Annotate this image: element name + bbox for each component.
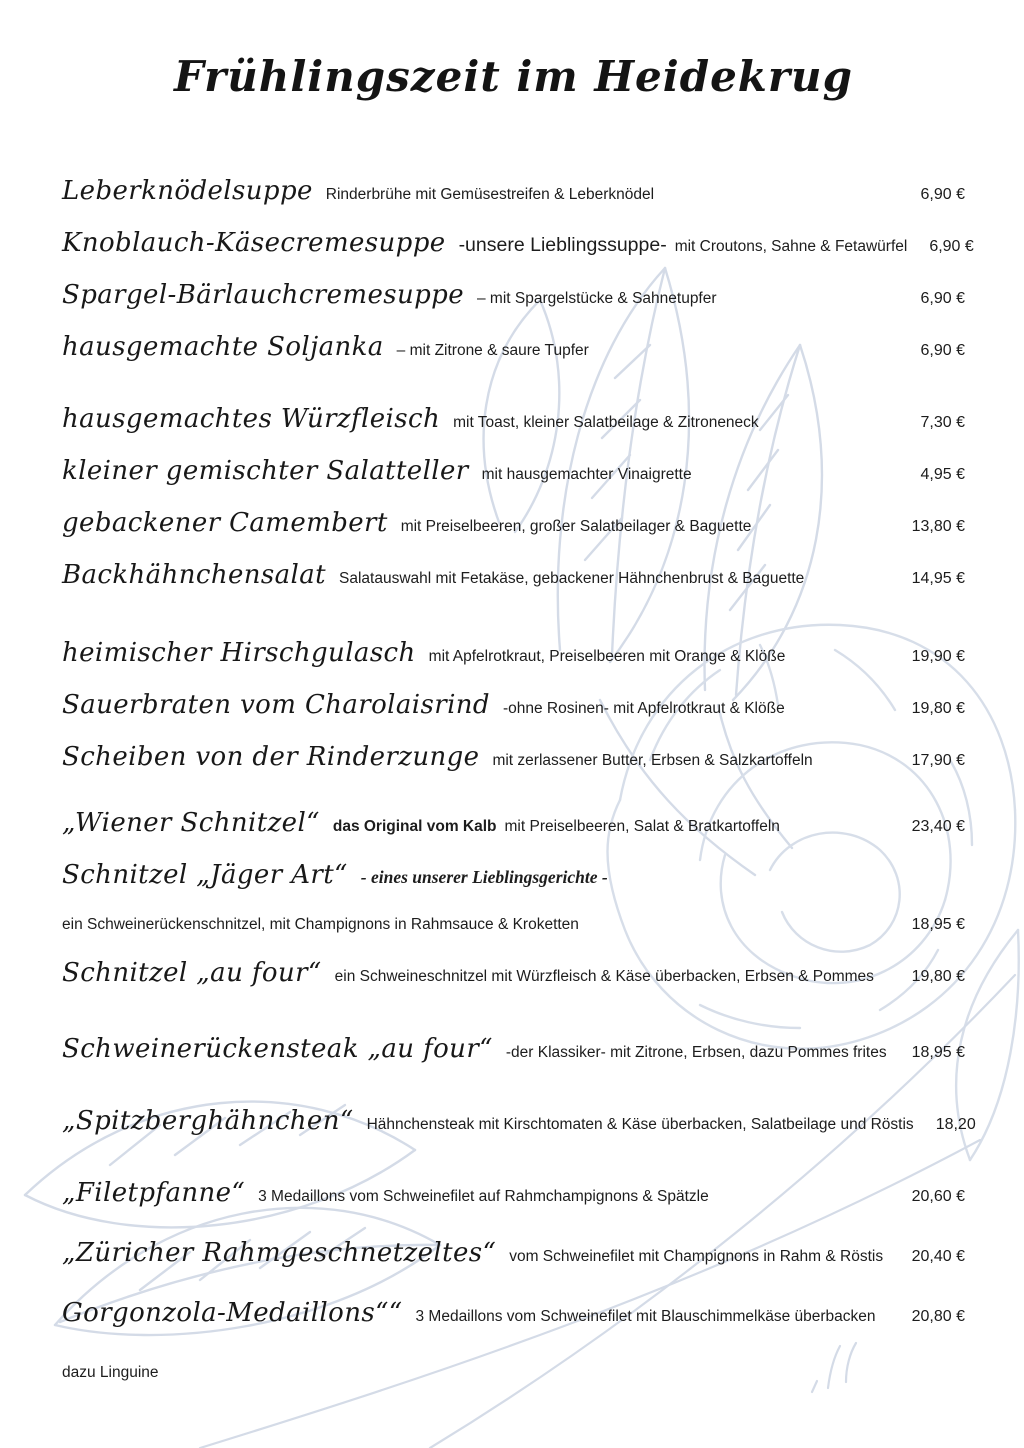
dish-name: „Züricher Rahmgeschnetzeltes“ xyxy=(62,1238,497,1268)
dish-price: 20,80 € xyxy=(911,1308,965,1325)
dish-description: -ohne Rosinen- mit Apfelrotkraut & Klöße xyxy=(502,700,785,717)
dish-name: Sauerbraten vom Charolaisrind xyxy=(62,690,490,720)
dish-description: -unsere Lieblingssuppe- xyxy=(458,234,667,256)
dish-price: 6,90 € xyxy=(929,238,974,255)
menu-item-row xyxy=(62,806,965,844)
dish-price: 19,80 € xyxy=(911,968,965,985)
dish-description: mit Croutons, Sahne & Fetawürfel xyxy=(674,238,908,255)
dish-description: mit Preiselbeeren, Salat & Bratkartoffeln xyxy=(504,818,780,835)
menu-page xyxy=(62,0,976,1412)
dish-name: Leberknödelsuppe xyxy=(62,176,313,206)
page-title: Frühlingszeit im Heidekrug xyxy=(174,52,853,101)
menu-item-row xyxy=(62,1236,965,1274)
menu-section-roasts xyxy=(62,636,965,778)
dish-description: mit Apfelrotkraut, Preiselbeeren mit Orange & Klöße xyxy=(428,648,786,665)
dish-name: Schnitzel „au four“ xyxy=(62,958,322,988)
menu-item-row xyxy=(62,1032,965,1070)
dish-name: Schnitzel „Jäger Art“ xyxy=(62,860,348,890)
dish-name: „Spitzberghähnchen“ xyxy=(62,1106,354,1136)
dish-price: 7,30 € xyxy=(920,414,965,431)
menu-item-row xyxy=(62,1104,976,1142)
menu-item-row xyxy=(62,402,965,440)
dish-price: 18,95 € xyxy=(911,916,965,933)
dish-name: Knoblauch-Käsecremesuppe xyxy=(62,228,446,258)
dish-description: ein Schweinerückenschnitzel, mit Champignons in Rahmsauce & Kroketten xyxy=(62,916,579,933)
dish-name: hausgemachtes Würzfleisch xyxy=(62,404,441,434)
menu-item-row xyxy=(62,740,965,778)
menu-item-row xyxy=(62,506,965,544)
dish-name: heimischer Hirschgulasch xyxy=(62,638,416,668)
dish-description: mit zerlassener Butter, Erbsen & Salzkartoffeln xyxy=(492,752,813,769)
dish-description: das Original vom Kalb xyxy=(332,818,497,835)
menu-item-row xyxy=(62,1176,965,1214)
dish-price: 6,90 € xyxy=(920,342,965,359)
dish-name: „Filetpfanne“ xyxy=(62,1178,246,1208)
menu-item-row xyxy=(62,1356,965,1390)
dish-description: mit Toast, kleiner Salatbeilage & Zitroneneck xyxy=(453,414,759,431)
menu-item-row xyxy=(62,454,965,492)
dish-description: mit Preiselbeeren, großer Salatbeilager & Baguette xyxy=(400,518,752,535)
dish-name: hausgemachte Soljanka xyxy=(62,332,384,362)
menu-item-row xyxy=(62,330,965,368)
dish-price: 20,40 € xyxy=(911,1248,965,1265)
dish-price: 20,60 € xyxy=(911,1188,965,1205)
dish-description: -der Klassiker- mit Zitrone, Erbsen, dazu Pommes frites xyxy=(505,1044,887,1061)
dish-description: mit hausgemachter Vinaigrette xyxy=(481,466,692,483)
menu-item-row xyxy=(62,956,965,994)
dish-price: 17,90 € xyxy=(911,752,965,769)
dish-description: – mit Zitrone & saure Tupfer xyxy=(396,342,589,359)
dish-description: - eines unserer Lieblingsgerichte - xyxy=(360,867,608,887)
dish-description: vom Schweinefilet mit Champignons in Rahm & Röstis xyxy=(509,1248,884,1265)
dish-price: 4,95 € xyxy=(920,466,965,483)
dish-name: Backhähnchensalat xyxy=(62,560,327,590)
menu-item-row xyxy=(62,226,974,264)
menu-section-schnitzel xyxy=(62,806,965,994)
menu-section-soups xyxy=(62,174,974,368)
menu-item-row xyxy=(62,858,965,894)
dish-price: 23,40 € xyxy=(911,818,965,835)
dish-description: 3 Medaillons vom Schweinefilet auf Rahmchampignons & Spätzle xyxy=(258,1188,709,1205)
menu-section-filet xyxy=(62,1176,965,1390)
dish-description: Rinderbrühe mit Gemüsestreifen & Leberknödel xyxy=(325,186,655,203)
dish-description: Hähnchensteak mit Kirschtomaten & Käse überbacken, Salatbeilage und Röstis xyxy=(366,1116,914,1133)
menu-item-row xyxy=(62,278,965,316)
dish-name: kleiner gemischter Salatteller xyxy=(62,456,469,486)
dish-description: – mit Spargelstücke & Sahnetupfer xyxy=(477,290,717,307)
dish-price: 19,80 € xyxy=(911,700,965,717)
dish-price: 14,95 € xyxy=(911,570,965,587)
menu-item-row xyxy=(62,908,965,942)
menu-section-steak xyxy=(62,1032,965,1070)
menu-sections xyxy=(62,0,976,1390)
dish-name: Gorgonzola-Medaillons““ xyxy=(62,1298,403,1328)
dish-description: dazu Linguine xyxy=(62,1364,159,1381)
dish-name: Scheiben von der Rinderzunge xyxy=(62,742,480,772)
dish-price: 19,90 € xyxy=(911,648,965,665)
dish-price: 6,90 € xyxy=(920,290,965,307)
dish-name: Schweinerückensteak „au four“ xyxy=(62,1034,493,1064)
dish-price: 6,90 € xyxy=(920,186,965,203)
dish-description: ein Schweineschnitzel mit Würzfleisch & Käse überbacken, Erbsen & Pommes xyxy=(334,968,874,985)
dish-price: 18,20 xyxy=(935,1116,976,1133)
menu-item-row xyxy=(62,174,965,212)
dish-name: „Wiener Schnitzel“ xyxy=(62,808,320,838)
menu-section-haehnchen xyxy=(62,1104,976,1142)
menu-item-row xyxy=(62,558,965,596)
menu-item-row xyxy=(62,688,965,726)
dish-description: 3 Medaillons vom Schweinefilet mit Blauschimmelkäse überbacken xyxy=(415,1308,876,1325)
menu-item-row xyxy=(62,1296,965,1334)
menu-item-row xyxy=(62,636,965,674)
dish-price: 13,80 € xyxy=(911,518,965,535)
dish-price: 18,95 € xyxy=(911,1044,965,1061)
dish-name: Spargel-Bärlauchcremesuppe xyxy=(62,280,464,310)
dish-description: Salatauswahl mit Fetakäse, gebackener Hähnchenbrust & Baguette xyxy=(339,570,805,587)
dish-name: gebackener Camembert xyxy=(62,508,388,538)
menu-section-starters xyxy=(62,402,965,596)
